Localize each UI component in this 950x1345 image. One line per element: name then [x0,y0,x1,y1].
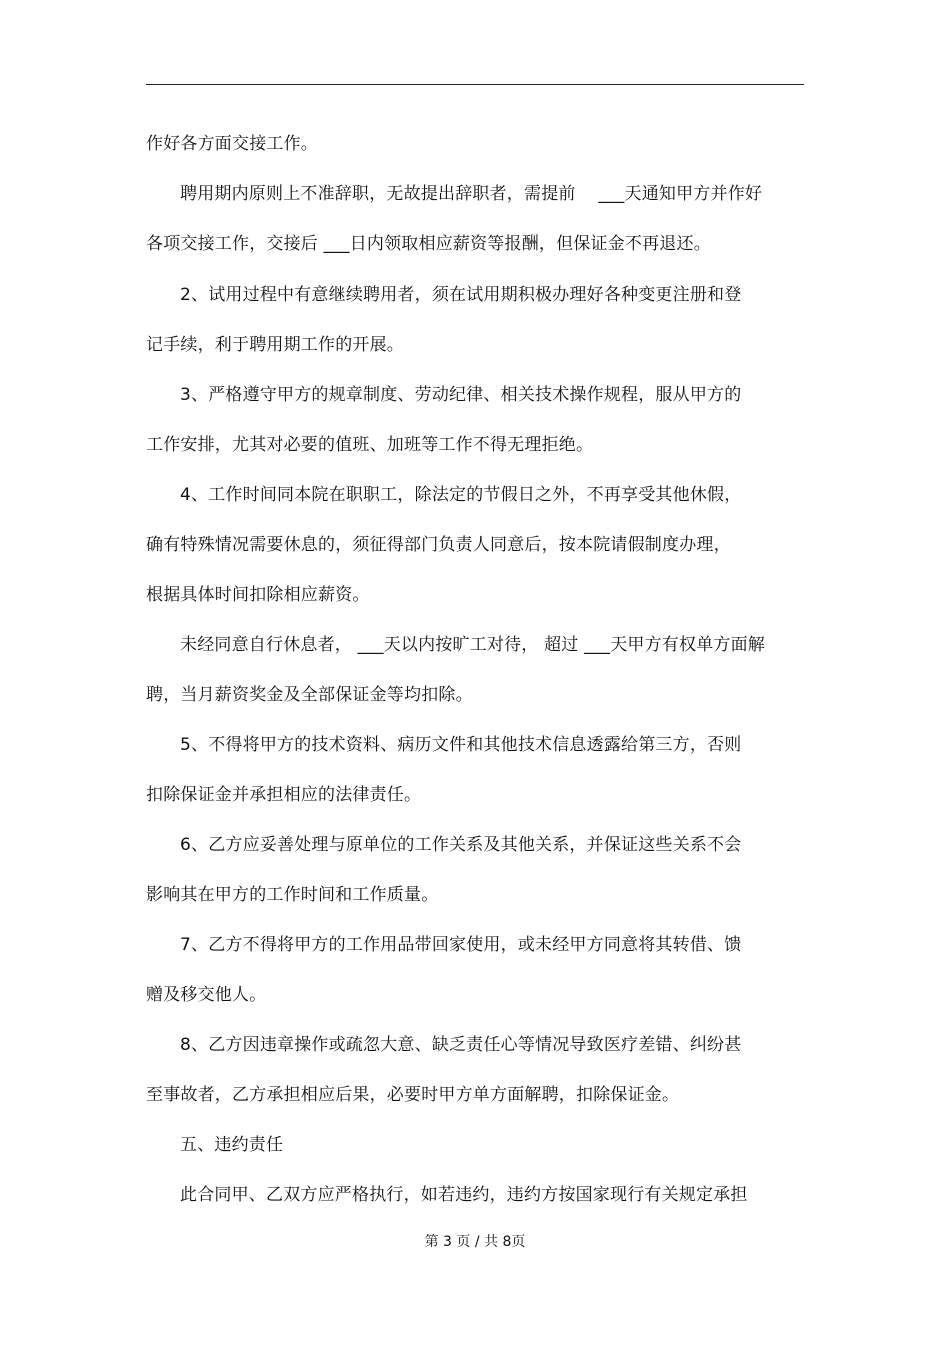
page-number: 第 3 页 / 共 8页 [424,1234,526,1250]
text-line-4: 2、试用过程中有意继续聘用者，须在试用期积极办理好各种变更注册和登 [180,285,742,305]
header-rule [146,84,804,85]
text-line-14: 扣除保证金并承担相应的法律责任。 [146,785,422,805]
text-line-6: 3、严格遵守甲方的规章制度、劳动纪律、相关技术操作规程，服从甲方的 [180,385,742,405]
text-line-5: 记手续，利于聘用期工作的开展。 [146,335,404,355]
text-line-22: 此合同甲、乙双方应严格执行，如若违约，违约方按国家现行有关规定承担 [180,1185,748,1205]
text-line-15: 6、乙方应妥善处理与原单位的工作关系及其他关系，并保证这些关系不会 [180,835,742,855]
text-line-19: 8、乙方因违章操作或疏忽大意、缺乏责任心等情况导致医疗差错、纠纷甚 [180,1035,742,1055]
text-line-12: 聘，当月薪资奖金及全部保证金等均扣除。 [146,685,473,705]
text-line-17: 7、乙方不得将甲方的工作用品带回家使用，或未经甲方同意将其转借、馈 [180,935,742,955]
text-line-3: 各项交接工作，交接后 ___日内领取相应薪资等报酬，但保证金不再退还。 [146,234,711,254]
text-line-1: 作好各方面交接工作。 [146,134,318,154]
text-line-11: 未经同意自行休息者， ___天以内按旷工对待， 超过 ___天甲方有权单方面解 [180,635,766,655]
text-line-20: 至事故者，乙方承担相应后果，必要时甲方单方面解聘，扣除保证金。 [146,1085,680,1105]
text-line-18: 赠及移交他人。 [146,985,267,1005]
text-line-9: 确有特殊情况需要休息的，须征得部门负责人同意后，按本院请假制度办理， [146,535,731,555]
text-line-2: 聘用期内原则上不准辞职，无故提出辞职者，需提前 ___天通知甲方并作好 [180,184,763,204]
text-line-13: 5、不得将甲方的技术资料、病历文件和其他技术信息透露给第三方，否则 [180,735,742,755]
text-line-7: 工作安排，尤其对必要的值班、加班等工作不得无理拒绝。 [146,435,594,455]
text-line-10: 根据具体时间扣除相应薪资。 [146,585,370,605]
text-line-16: 影响其在甲方的工作时间和工作质量。 [146,885,439,905]
text-line-8: 4、工作时间同本院在职职工，除法定的节假日之外，不再享受其他休假， [180,485,742,505]
section-heading: 五、违约责任 [180,1135,284,1155]
